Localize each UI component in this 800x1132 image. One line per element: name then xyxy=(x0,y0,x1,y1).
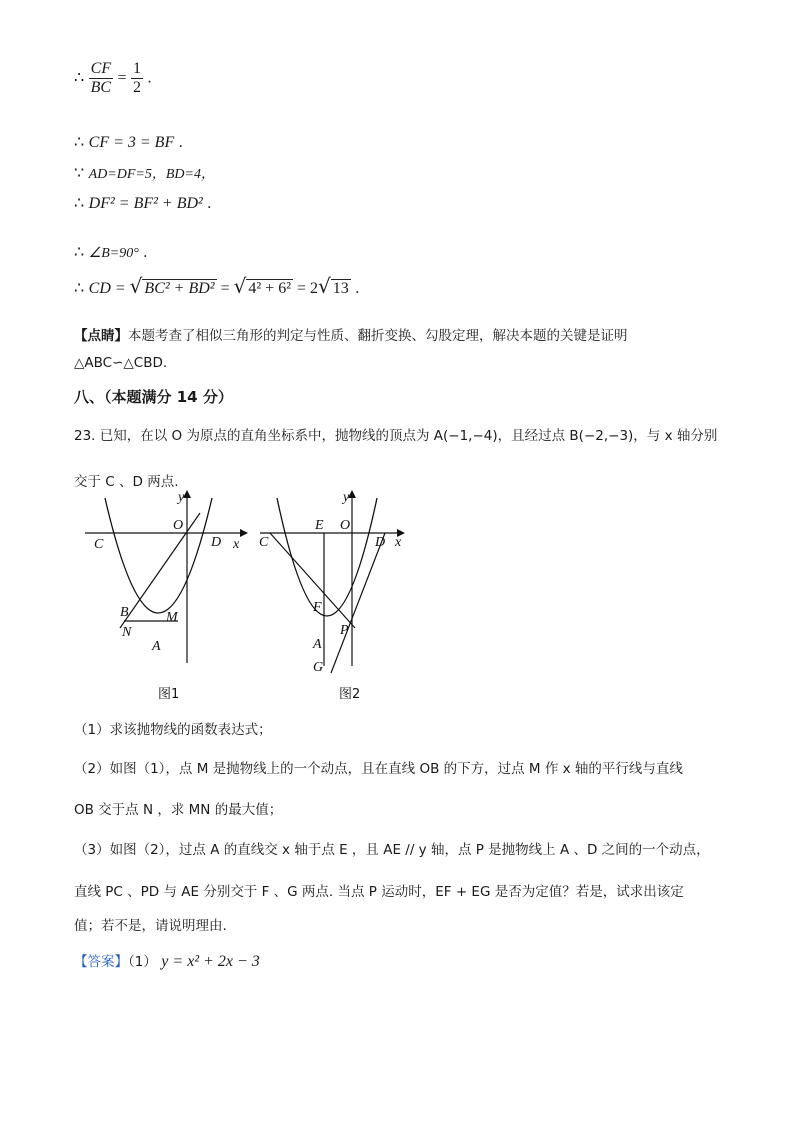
problem-line-2: 交于 C 、D 两点. xyxy=(74,474,179,490)
equation-cf-bf: CF = 3 = BF xyxy=(88,134,175,151)
comment-text: 本题考查了相似三角形的判定与性质、翻折变换、勾股定理，解决本题的关键是证明 xyxy=(128,328,628,344)
angle-b-right: ∠B=90° xyxy=(88,246,139,261)
therefore-symbol: ∴ xyxy=(74,244,85,261)
label-y: y xyxy=(178,490,185,505)
label-o: O xyxy=(340,518,351,533)
answer-part: （1） xyxy=(128,954,157,970)
label-o: O xyxy=(173,518,184,533)
line-pd xyxy=(331,533,385,673)
question-1: （1）求该抛物线的函数表达式； xyxy=(74,722,272,738)
question-2-line-2: OB 交于点 N ，求 MN 的最大值； xyxy=(74,802,283,818)
label-x: x xyxy=(395,535,402,550)
label-c: C xyxy=(94,537,104,552)
period: . xyxy=(207,195,212,212)
figure-1-caption: 图1 xyxy=(158,687,180,702)
radicand-1: BC² + BD² xyxy=(144,280,215,297)
comment-line-1 xyxy=(74,324,628,344)
label-f: F xyxy=(313,600,322,615)
label-n: N xyxy=(122,625,132,640)
parabola xyxy=(105,498,212,613)
label-c: C xyxy=(259,535,269,550)
cd-label: CD = xyxy=(88,280,130,297)
solution-line-3 xyxy=(74,163,215,183)
solution-line-1 xyxy=(74,60,151,97)
solution-line-4 xyxy=(74,193,211,213)
label-e: E xyxy=(315,518,324,533)
equals-sign: = xyxy=(117,69,127,87)
sqrt-icon: √ xyxy=(233,274,247,298)
question-3-line-1: （3）如图（2），过点 A 的直线交 x 轴于点 E ，且 AE // y 轴，点 P 是抛物线上 A 、D 之间的一个动点， xyxy=(74,842,710,858)
question-3-line-3: 值；若不是，请说明理由. xyxy=(74,918,227,934)
because-symbol: ∵ xyxy=(74,165,85,182)
radicand-2: 4² + 6² xyxy=(248,280,291,297)
label-d: D xyxy=(211,535,222,550)
label-m: M xyxy=(166,610,178,625)
problem-line-1: 23. 已知，在以 O 为原点的直角坐标系中，抛物线的顶点为 A(−1,−4)，且经过点 B(−2,−3)，与 x 轴分别 xyxy=(74,428,718,444)
therefore-symbol: ∴ xyxy=(74,280,85,297)
answer-expression: y = x² + 2x − 3 xyxy=(161,953,260,970)
label-y: y xyxy=(343,490,350,505)
answer-tag: 【答案】 xyxy=(74,954,128,970)
comment-line-2 xyxy=(74,355,167,371)
pythagoras-equation: DF² = BF² + BD² xyxy=(88,195,203,212)
line-ob xyxy=(120,513,200,628)
period: . xyxy=(178,134,183,151)
fraction-one-half xyxy=(131,60,143,97)
radicand-3: 13 xyxy=(332,280,349,297)
comment-tag: 【点睛】 xyxy=(74,328,128,344)
answer-line xyxy=(74,950,260,971)
question-2-line-1: （2）如图（1），点 M 是抛物线上的一个动点，且在直线 OB 的下方，过点 M 作 x 轴的平行线与直线 xyxy=(74,761,683,777)
solution-line-5 xyxy=(74,242,147,262)
section-title: 八、（本题满分 14 分） xyxy=(74,388,233,406)
sqrt-icon: √ xyxy=(318,274,331,298)
given-lengths: AD=DF=5，BD=4， xyxy=(88,167,215,182)
therefore-symbol: ∴ xyxy=(74,195,85,212)
therefore-symbol: ∴ xyxy=(74,69,85,87)
fraction-denominator: BC xyxy=(90,79,112,96)
coefficient: = 2 xyxy=(293,280,319,297)
sqrt-icon: √ xyxy=(129,274,143,298)
comment-text-2: △ABC∽△CBD. xyxy=(74,355,168,371)
label-g: G xyxy=(313,660,324,675)
solution-line-2 xyxy=(74,132,183,152)
period: . xyxy=(147,69,152,87)
equals-sign: = xyxy=(216,280,234,297)
label-d: D xyxy=(375,535,386,550)
x-axis-arrow-icon xyxy=(240,529,248,537)
fraction-numerator: 1 xyxy=(133,60,142,77)
fraction-numerator: CF xyxy=(90,60,112,77)
period: . xyxy=(143,244,148,261)
question-3-line-2: 直线 PC 、PD 与 AE 分别交于 F 、G 两点. 当点 P 运动时，EF + EG 是否为定值？若是，试求出该定 xyxy=(74,884,684,900)
therefore-symbol: ∴ xyxy=(74,134,85,151)
solution-line-6 xyxy=(74,274,359,298)
label-x: x xyxy=(233,537,240,552)
label-a: A xyxy=(313,637,322,652)
label-b: B xyxy=(120,605,129,620)
fraction-cf-bc xyxy=(89,60,113,97)
figure-2-caption: 图2 xyxy=(339,687,361,702)
figure-1 xyxy=(80,488,250,708)
period: . xyxy=(355,280,360,297)
fraction-denominator: 2 xyxy=(133,79,142,96)
label-a: A xyxy=(152,639,161,654)
figure-2 xyxy=(255,488,420,708)
label-p: P xyxy=(340,623,349,638)
